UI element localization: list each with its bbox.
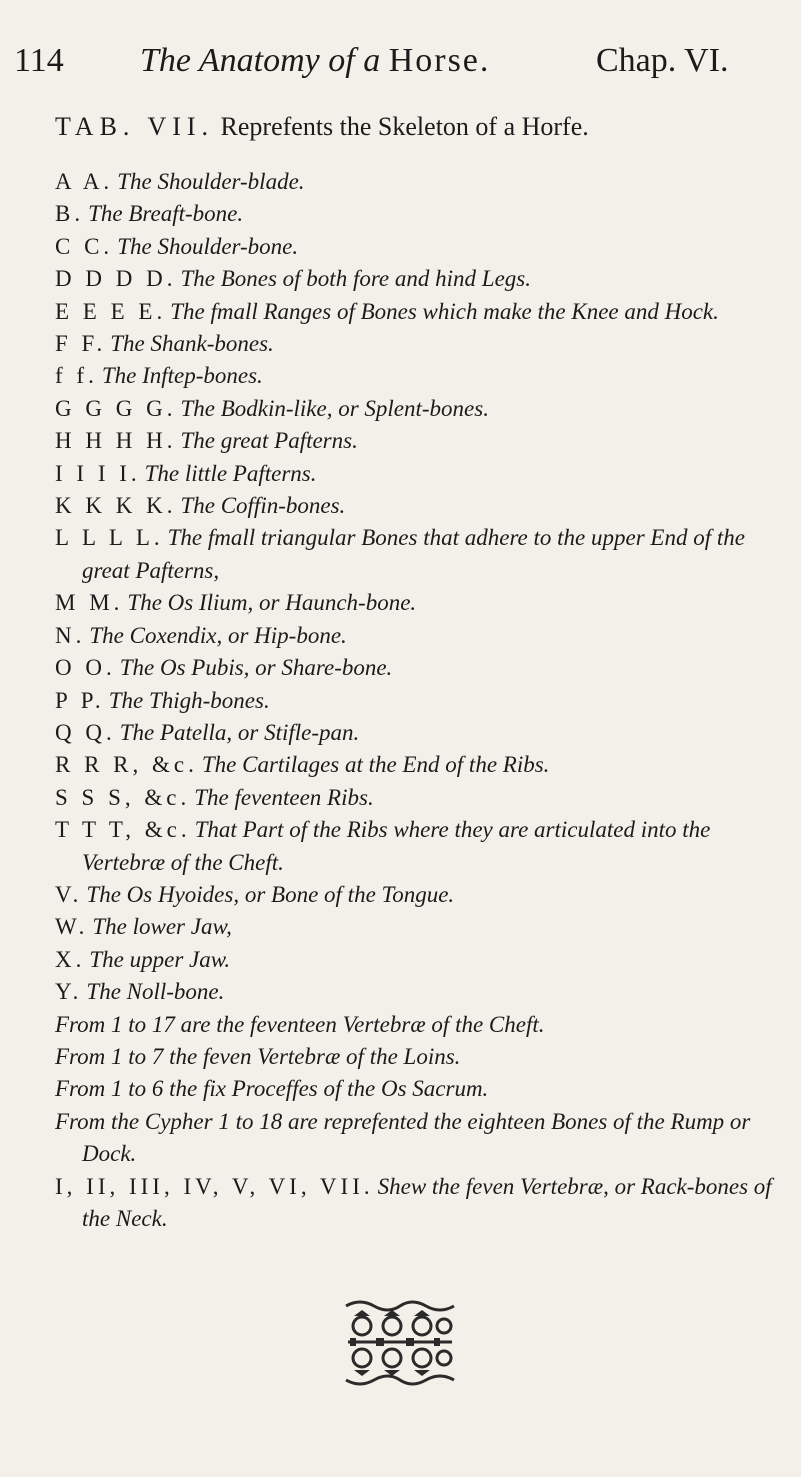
legend-list — [55, 166, 780, 1235]
running-title-caps: Horse. — [388, 42, 491, 79]
entry-desc: The Noll-bone. — [86, 979, 225, 1005]
entry-key: Y. — [55, 979, 83, 1005]
entry-desc: The Inftep-bones. — [101, 363, 263, 389]
legend-entry — [55, 231, 780, 263]
printers-ornament-icon — [340, 1296, 460, 1390]
entry-key: K K K K. — [55, 493, 177, 519]
plate-heading — [55, 112, 589, 142]
entry-desc: The Shank-bones. — [110, 331, 274, 357]
entry-key: O O. — [55, 655, 116, 681]
running-header — [0, 42, 801, 102]
entry-desc: The great Pafterns. — [180, 428, 358, 454]
entry-key: N. — [55, 622, 86, 648]
legend-entry — [55, 879, 780, 911]
running-title — [140, 42, 490, 80]
entry-desc: That Part of the Ribs where they are articulated into the Vertebræ of the Cheft. — [82, 817, 711, 875]
legend-entry — [55, 782, 780, 814]
entry-key: H H H H. — [55, 428, 177, 454]
chapter-label: Chap. VI. — [596, 42, 729, 79]
entry-key: X. — [55, 946, 86, 972]
legend-entry — [55, 393, 780, 425]
entry-key: P P. — [55, 687, 105, 713]
legend-entry — [55, 166, 780, 198]
legend-entry — [55, 425, 780, 457]
entry-desc: The Coffin-bones. — [180, 493, 346, 519]
plate-caption: Reprefents the Skeleton of a Horfe. — [220, 112, 589, 141]
legend-entry — [55, 685, 780, 717]
entry-desc: The upper Jaw. — [89, 946, 231, 972]
entry-key: F F. — [55, 331, 107, 357]
legend-entry — [55, 522, 780, 587]
entry-desc: The Shoulder-blade. — [117, 169, 305, 194]
entry-desc: The Cartilages at the End of the Ribs. — [201, 752, 550, 778]
entry-key: I I I I. — [55, 460, 141, 486]
legend-entry — [55, 490, 780, 522]
entry-desc: The Patella, or Stifle-pan. — [119, 719, 360, 745]
entry-desc: The Shoulder-bone. — [117, 233, 299, 259]
legend-entry — [55, 911, 780, 943]
entry-key: M M. — [55, 590, 124, 616]
legend-entry — [55, 1009, 780, 1041]
entry-desc: The Coxendix, or Hip-bone. — [89, 622, 347, 648]
entry-desc: From 1 to 6 the fix Proceffes of the Os Sacrum. — [55, 1076, 489, 1102]
legend-entry — [55, 1171, 780, 1236]
entry-desc: The feventeen Ribs. — [194, 784, 374, 810]
entry-key: f f. — [55, 363, 98, 389]
entry-desc: From the Cypher 1 to 18 are reprefented the eighteen Bones of the Rump or Dock. — [55, 1108, 751, 1167]
entry-desc: The little Pafterns. — [144, 460, 317, 486]
entry-key: W. — [55, 914, 89, 940]
legend-entry — [55, 976, 780, 1008]
legend-entry — [55, 328, 780, 360]
legend-entry — [55, 296, 780, 328]
legend-entry — [55, 652, 780, 684]
entry-desc: The Os Ilium, or Haunch-bone. — [127, 590, 417, 616]
entry-key: R R R, &c. — [55, 752, 198, 778]
entry-key: D D D D. — [55, 266, 177, 292]
entry-key: L L L L. — [55, 525, 164, 551]
legend-entry — [55, 749, 780, 781]
legend-entry — [55, 944, 780, 976]
entry-desc: From 1 to 7 the feven Vertebræ of the Loins. — [55, 1043, 461, 1069]
entry-desc: The lower Jaw, — [92, 914, 232, 940]
entry-desc: The Os Hyoides, or Bone of the Tongue. — [86, 881, 455, 907]
legend-entry — [55, 1106, 780, 1171]
legend-entry — [55, 587, 780, 619]
entry-desc: The fmall Ranges of Bones which make the Knee and Hock. — [170, 298, 719, 324]
legend-entry — [55, 263, 780, 295]
legend-entry — [55, 198, 780, 230]
entry-key: S S S, &c. — [55, 784, 191, 810]
entry-desc: The Bodkin-like, or Splent-bones. — [180, 395, 489, 421]
entry-key: E E E E. — [55, 298, 167, 324]
page-number: 114 — [14, 42, 64, 79]
entry-desc: The Os Pubis, or Share-bone. — [119, 655, 393, 681]
legend-entry — [55, 717, 780, 749]
entry-key: T T T, &c. — [55, 817, 191, 843]
legend-entry — [55, 1073, 780, 1105]
entry-key: B. — [55, 201, 85, 227]
entry-desc: The Thigh-bones. — [108, 687, 270, 713]
entry-desc: Shew the feven Vertebræ, or Rack-bones of the Neck. — [82, 1173, 772, 1231]
legend-entry — [55, 458, 780, 490]
legend-entry — [55, 360, 780, 392]
entry-desc: The fmall triangular Bones that adhere to the upper End of the great Pafterns, — [82, 525, 745, 583]
entry-key: A A. — [55, 169, 114, 194]
running-title-italic: The Anatomy of a — [140, 42, 381, 79]
entry-key: V. — [55, 881, 83, 907]
entry-desc: From 1 to 17 are the feventeen Vertebræ of the Cheft. — [55, 1011, 545, 1037]
legend-entry — [55, 814, 780, 879]
entry-desc: The Bones of both fore and hind Legs. — [180, 266, 531, 292]
entry-key: G G G G. — [55, 395, 177, 421]
entry-key: C C. — [55, 233, 114, 259]
entry-key: Q Q. — [55, 719, 116, 745]
legend-entry — [55, 1041, 780, 1073]
entry-key: I, II, III, IV, V, VI, VII. — [55, 1173, 374, 1199]
legend-entry — [55, 620, 780, 652]
plate-label: TAB. VII. — [55, 112, 215, 141]
entry-desc: The Breaft-bone. — [88, 201, 244, 227]
